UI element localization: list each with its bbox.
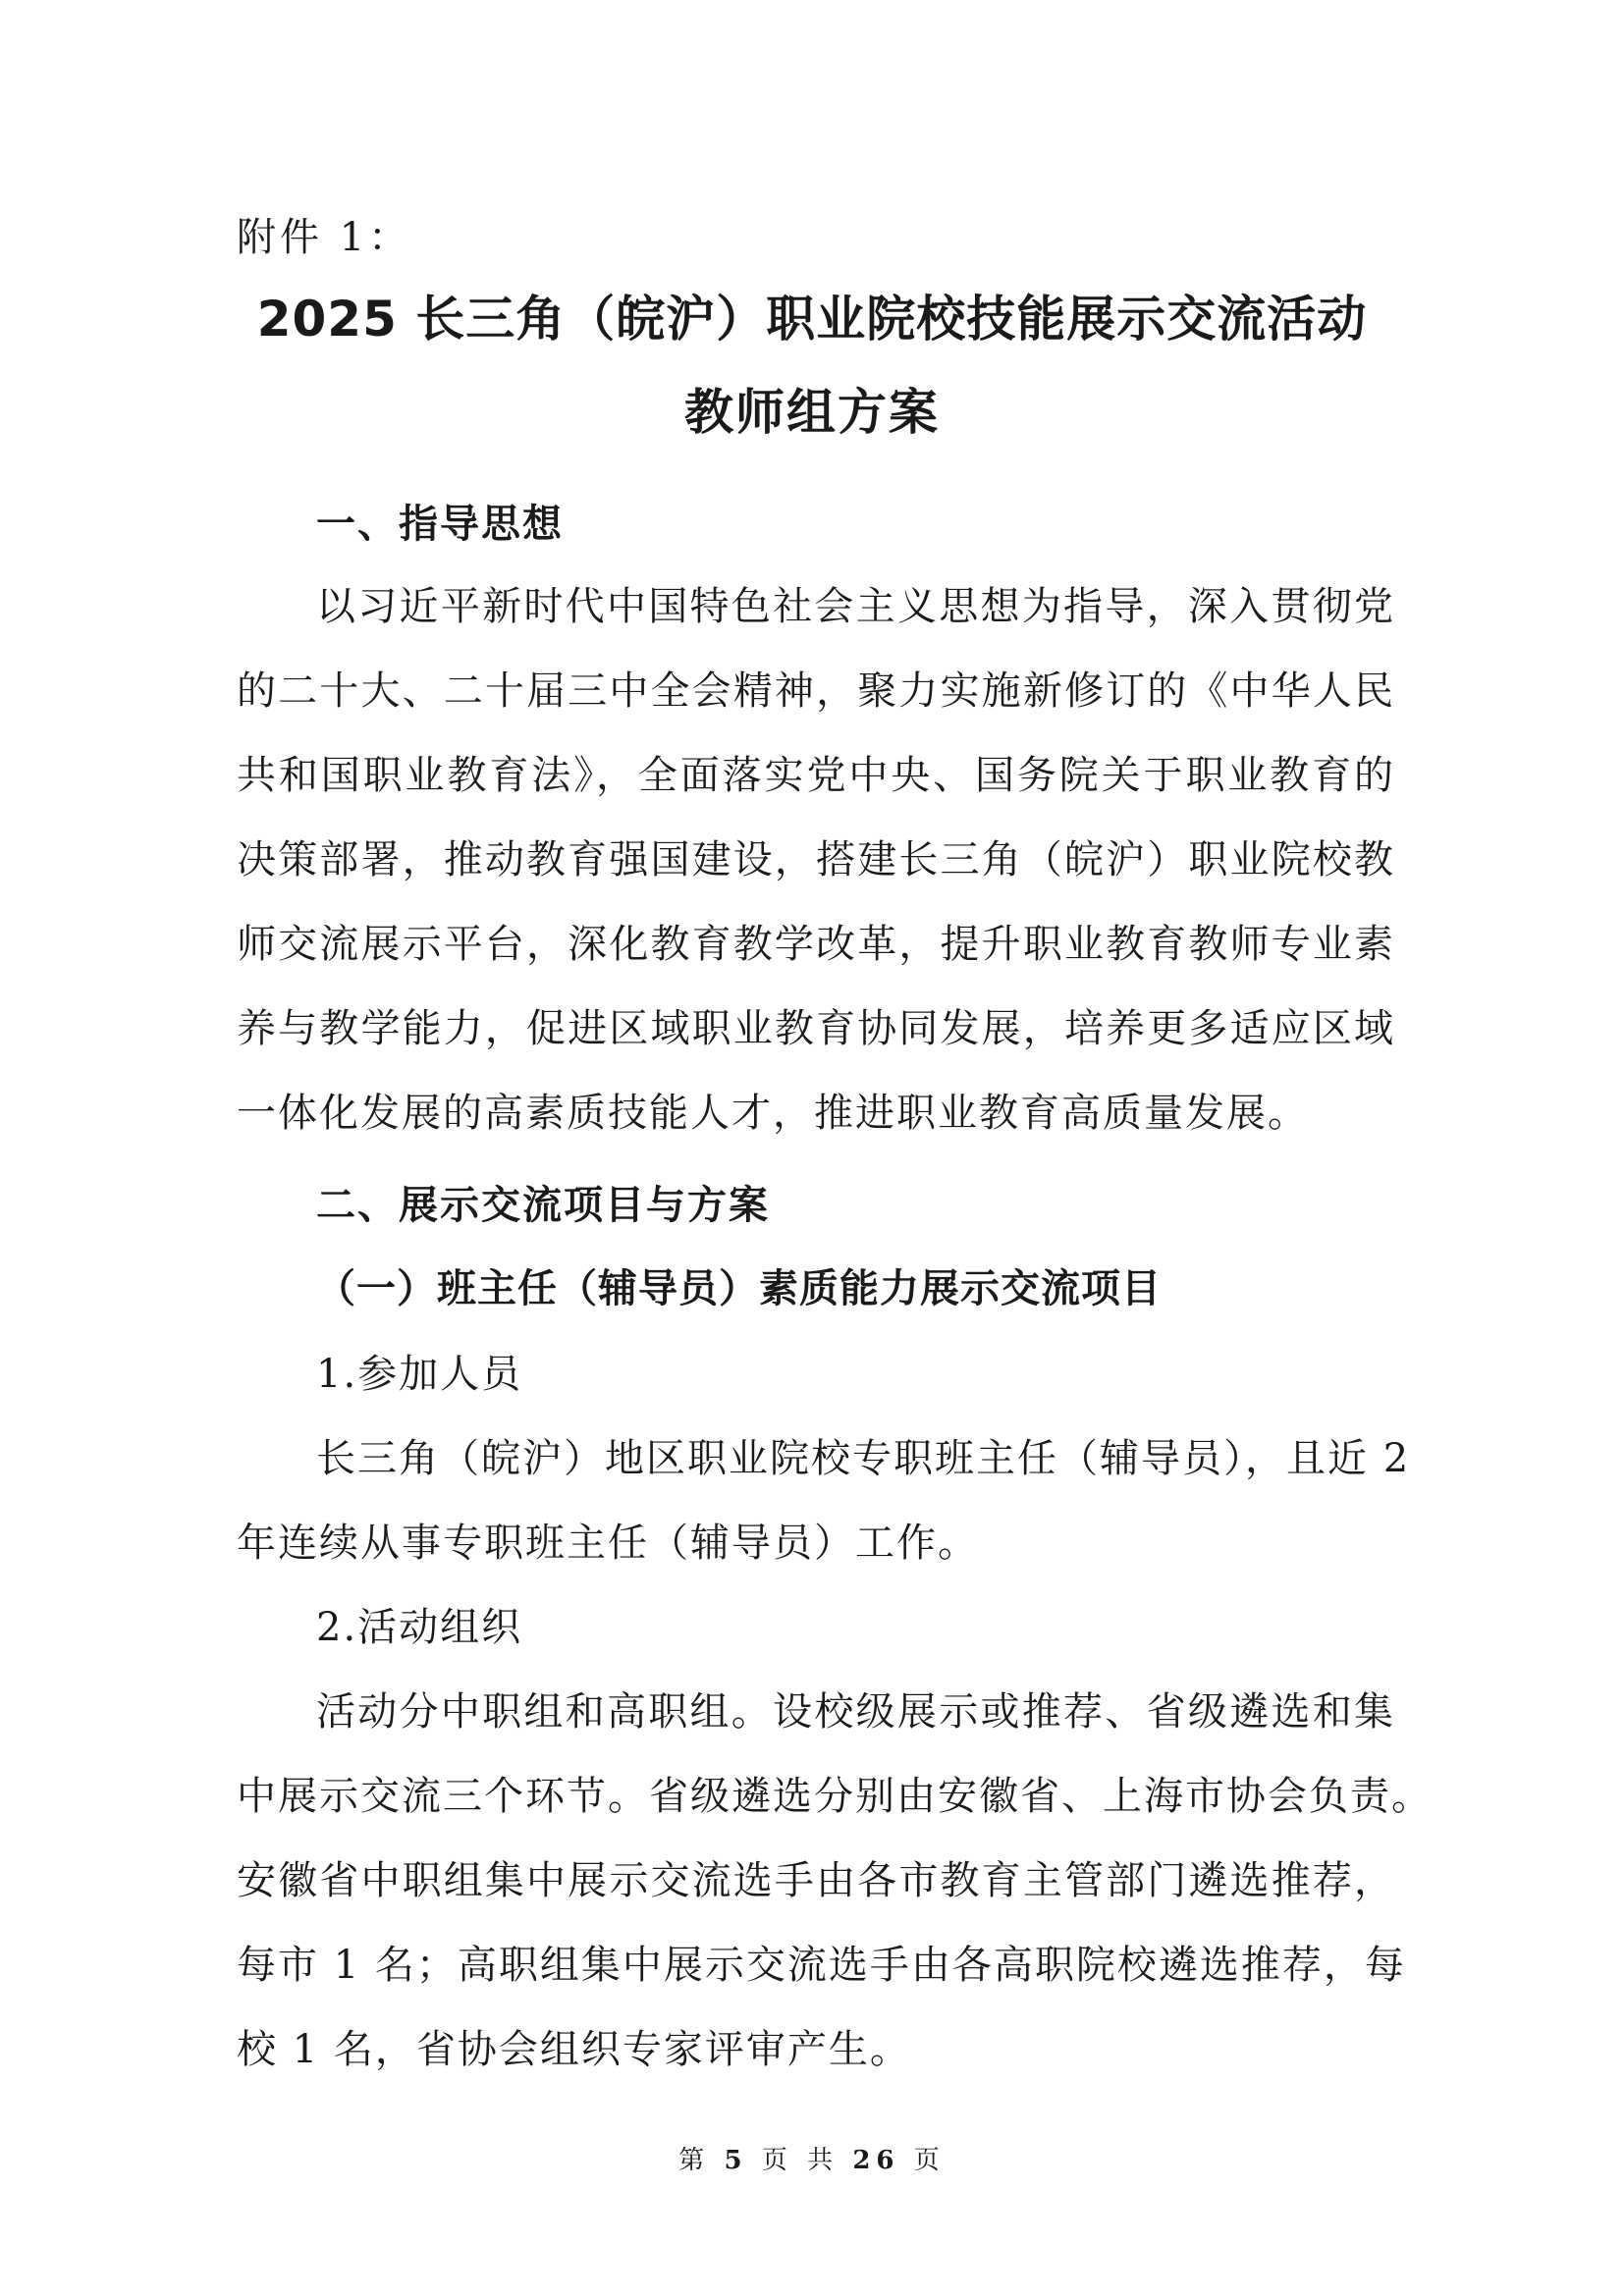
attachment-label: 附件 1： — [237, 215, 412, 260]
paragraph-line: 决策部署，推动教育强国建设，搭建长三角（皖沪）职业院校教 — [237, 837, 1395, 882]
section-heading-projects: 二、展示交流项目与方案 — [316, 1183, 770, 1228]
paragraph-line: 年连续从事专职班主任（辅导员）工作。 — [237, 1521, 979, 1566]
paragraph-line: 以习近平新时代中国特色社会主义思想为指导，深入贯彻党 — [316, 584, 1395, 629]
document-title-line-1: 2025 长三角（皖沪）职业院校技能展示交流活动 — [256, 291, 1368, 347]
paragraph-line: 的二十大、二十届三中全会精神，聚力实施新修订的《中华人民 — [237, 668, 1395, 714]
footer-page-number: 5 — [724, 2146, 748, 2175]
footer-total-pages: 26 — [852, 2146, 900, 2175]
paragraph-line: 活动分中职组和高职组。设校级展示或推荐、省级遴选和集 — [316, 1689, 1395, 1735]
footer-suffix: 页 — [913, 2146, 946, 2175]
paragraph-line: 共和国职业教育法》，全面落实党中央、国务院关于职业教育的 — [237, 753, 1395, 798]
paragraph-line: 师交流展示平台，深化教育教学改革，提升职业教育教师专业素 — [237, 922, 1395, 967]
paragraph-line: 安徽省中职组集中展示交流选手由各市教育主管部门遴选推荐， — [237, 1858, 1395, 1903]
section-heading-guiding-ideology: 一、指导思想 — [316, 502, 564, 547]
paragraph-line: 校 1 名，省协会组织专家评审产生。 — [237, 2027, 911, 2072]
paragraph-line: 养与教学能力，促进区域职业教育协同发展，培养更多适应区域 — [237, 1006, 1395, 1051]
item-heading-participants: 1.参加人员 — [316, 1352, 523, 1397]
paragraph-line: 长三角（皖沪）地区职业院校专职班主任（辅导员），且近 2 — [316, 1436, 1411, 1481]
document-title-line-2: 教师组方案 — [684, 384, 940, 441]
paragraph-line: 每市 1 名；高职组集中展示交流选手由各高职院校遴选推荐，每 — [237, 1943, 1406, 1988]
paragraph-line: 中展示交流三个环节。省级遴选分别由安徽省、上海市协会负责。 — [237, 1774, 1433, 1819]
page-footer — [0, 2143, 1624, 2178]
paragraph-line: 一体化发展的高素质技能人才，推进职业教育高质量发展。 — [237, 1091, 1309, 1136]
item-heading-organization: 2.活动组织 — [316, 1605, 523, 1650]
subsection-heading-head-teacher: （一）班主任（辅导员）素质能力展示交流项目 — [316, 1266, 1162, 1311]
footer-middle: 页 共 — [761, 2146, 839, 2175]
footer-prefix: 第 — [678, 2146, 711, 2175]
